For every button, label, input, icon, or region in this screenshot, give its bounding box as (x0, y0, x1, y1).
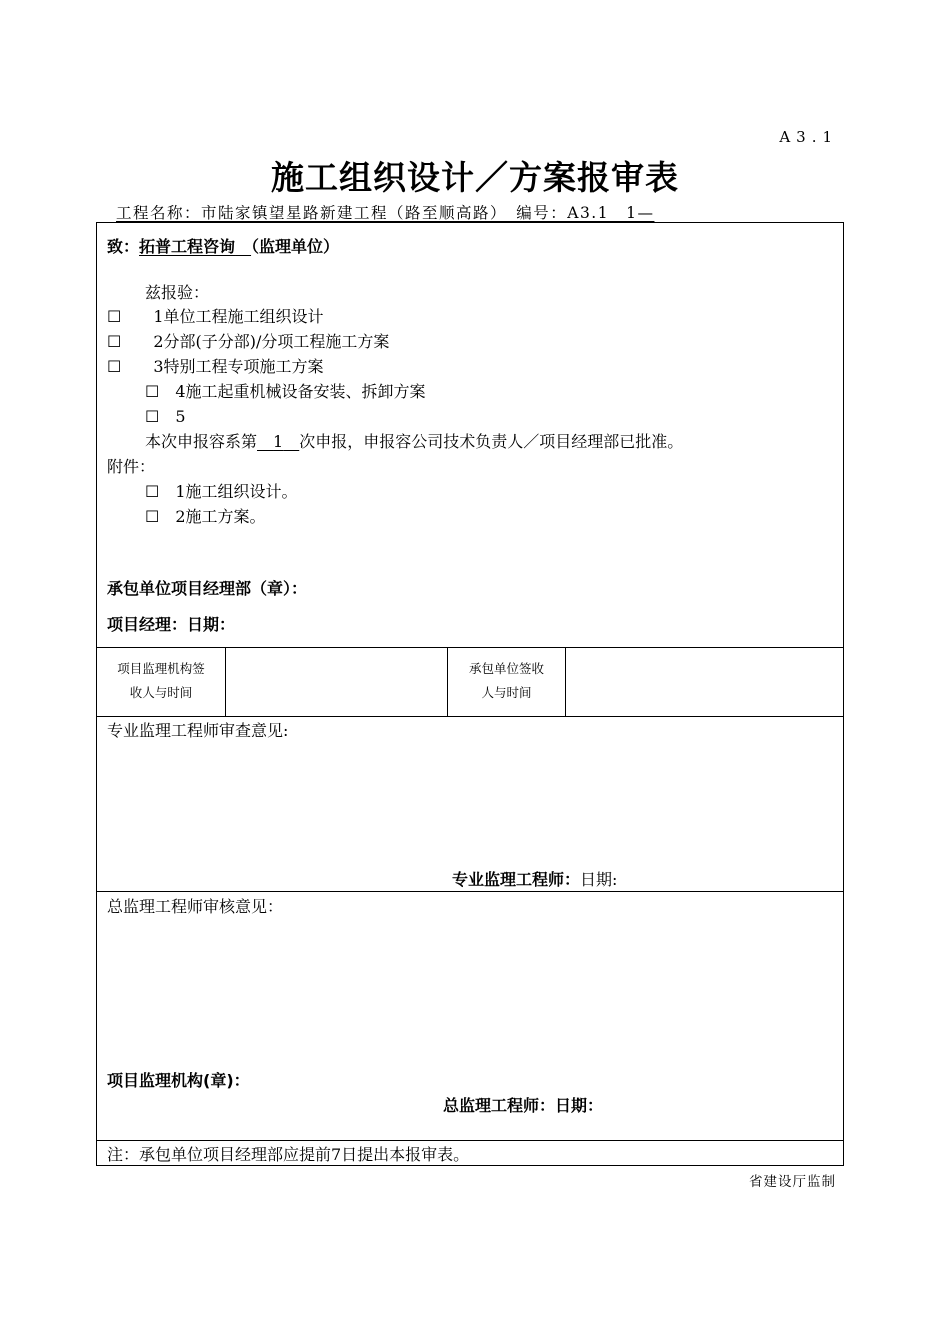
note-text: 注：承包单位项目经理部应提前7日提出本报审表。 (107, 1145, 470, 1164)
item-2 (107, 334, 389, 350)
form-code: A3.1 (779, 128, 838, 146)
addressee (107, 239, 339, 255)
supervision-unit: 拓普工程咨询 (139, 237, 236, 256)
item-5 (145, 409, 186, 425)
item-4 (145, 384, 426, 400)
intro-text: 兹报验： (145, 283, 210, 302)
attachment-2: ☐ 2施工方案。 (145, 507, 266, 526)
to-label: 致： (107, 237, 140, 256)
checkbox-icon[interactable]: ☐ (145, 507, 160, 526)
chief-opinion-label: 总监理工程师审核意见： (107, 897, 284, 916)
page-title: 施工组织设计／方案报审表 (271, 158, 679, 197)
contractor-stamp: 承包单位项目经理部（章）： (107, 579, 308, 598)
item-label: 2分部(子分部)/分项工程施工方案 (153, 332, 390, 351)
checkbox-icon[interactable]: ☐ (145, 482, 160, 501)
report-count: 1 (273, 432, 284, 451)
item-label: 4施工起重机械设备安装、拆卸方案 (175, 382, 426, 401)
item-label: 3特别工程专项施工方案 (153, 357, 324, 376)
checkbox-icon[interactable]: ☐ (107, 307, 122, 326)
contractor-receipt-field[interactable] (566, 648, 842, 716)
item-label: 1单位工程施工组织设计 (153, 307, 324, 326)
specialist-sign-line: 专业监理工程师：日期: (452, 870, 618, 889)
supervision-receipt-field[interactable] (226, 648, 446, 716)
attachment-1: ☐ 1施工组织设计。 (145, 482, 298, 501)
form-sheet (96, 222, 844, 1166)
checkbox-icon[interactable]: ☐ (145, 382, 160, 401)
pm-date-line: 项目经理：日期： (107, 615, 236, 634)
supervision-stamp: 项目监理机构(章)： (107, 1071, 250, 1090)
issuer-footer: 省建设厅监制 (749, 1174, 836, 1190)
item-3 (107, 359, 324, 375)
checkbox-icon[interactable]: ☐ (145, 407, 160, 426)
contractor-receipt-label: 承包单位签收 人与时间 (468, 661, 544, 700)
item-label: 5 (175, 407, 186, 426)
checkbox-icon[interactable]: ☐ (107, 357, 122, 376)
checkbox-icon[interactable]: ☐ (107, 332, 122, 351)
chief-sign-line: 总监理工程师：日期： (443, 1096, 604, 1115)
report-statement: 本次申报容系第 1 次申报，申报容公司技术负责人／项目经理部已批准。 (145, 432, 684, 451)
supervision-receipt-label: 项目监理机构签 收人与时间 (117, 661, 205, 700)
item-1 (107, 309, 324, 325)
to-suffix: （监理单位） (251, 237, 340, 256)
specialist-opinion-label: 专业监理工程师审查意见: (107, 721, 289, 740)
attachments-label: 附件： (107, 457, 156, 476)
project-name-line: 工程名称：市陆家镇望星路新建工程（路至顺高路） 编号：A3.1 1— (116, 204, 655, 222)
